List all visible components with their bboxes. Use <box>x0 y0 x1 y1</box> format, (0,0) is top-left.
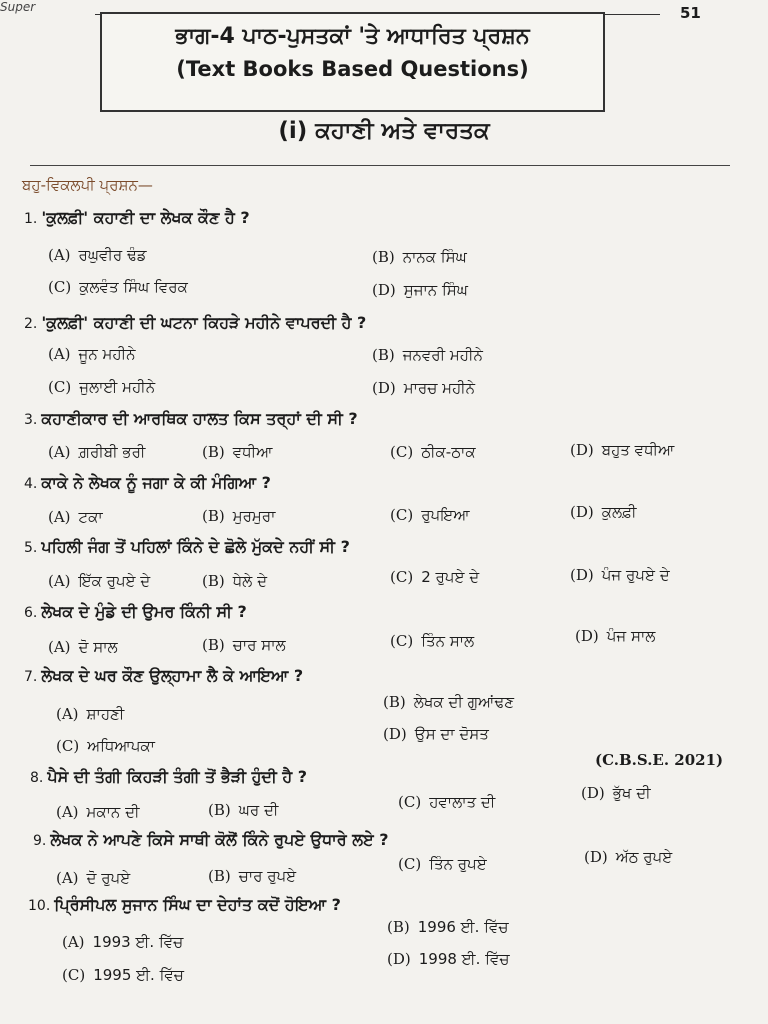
option-text: ਟਕਾ <box>78 508 103 526</box>
option-label: (D) <box>383 725 407 743</box>
option <box>56 803 140 821</box>
section-title: (i) ਕਹਾਣੀ ਅਤੇ ਵਾਰਤਕ <box>278 118 490 144</box>
option <box>372 379 475 397</box>
option-text: ਰੁਪਇਆ <box>421 506 470 524</box>
option-label: (A) <box>48 508 71 526</box>
question-text: ਪਹਿਲੀ ਜੰਗ ਤੋਂ ਪਹਿਲਾਂ ਕਿੰਨੇ ਦੇ ਛੋਲੇ ਮੁੱਕਦੇ ਨਹੀਂ ਸੀ ? <box>41 537 350 556</box>
question <box>24 537 350 557</box>
question-number: 8. <box>30 770 44 786</box>
option-text: ਅਧਿਆਪਕਾ <box>87 737 155 755</box>
option <box>575 627 655 645</box>
option-text: ਇੱਕ ਰੁਪਏ ਦੇ <box>78 572 151 590</box>
option <box>383 725 489 743</box>
option-text: ਬਹੁਤ ਵਧੀਆ <box>601 441 675 459</box>
option <box>372 248 467 266</box>
question-text: ਕਹਾਣੀਕਾਰ ਦੀ ਆਰਥਿਕ ਹਾਲਤ ਕਿਸ ਤਰ੍ਹਾਂ ਦੀ ਸੀ ? <box>41 409 358 428</box>
option-text: ਧੇਲੇ ਦੇ <box>232 572 268 590</box>
option-label: (B) <box>202 507 225 525</box>
option-text: ਅੱਠ ਰੁਪਏ <box>615 848 673 866</box>
option-text: ਮਕਾਨ ਦੀ <box>86 803 140 821</box>
question-number: 1. <box>24 211 38 227</box>
question <box>24 313 366 333</box>
question-text: ਲੇਖਕ ਨੇ ਆਪਣੇ ਕਿਸੇ ਸਾਥੀ ਕੋਲੋਂ ਕਿੰਨੇ ਰੁਪਏ ਉਧਾਰੇ ਲਏ ? <box>50 830 389 849</box>
question-number: 9. <box>33 833 47 849</box>
option <box>48 345 135 363</box>
option-text: ਲੇਖਕ ਦੀ ਗੁਆਂਢਣ <box>413 693 514 711</box>
option <box>48 278 188 296</box>
option <box>570 566 670 584</box>
option <box>387 950 509 968</box>
option <box>208 867 296 885</box>
question <box>24 473 271 493</box>
option-text: ਘਰ ਦੀ <box>238 801 279 819</box>
option-label: (C) <box>56 737 80 755</box>
question-number: 3. <box>24 412 38 428</box>
question-text: ਲੇਖਕ ਦੇ ਮੁੰਡੇ ਦੀ ਉਮਰ ਕਿੰਨੀ ਸੀ ? <box>41 602 247 621</box>
option <box>48 508 103 526</box>
option-label: (A) <box>62 933 85 951</box>
option <box>398 855 487 873</box>
option-label: (A) <box>48 638 71 656</box>
question <box>24 409 358 429</box>
option-label: (D) <box>372 281 396 299</box>
option-label: (C) <box>390 506 414 524</box>
chapter-title-english: (Text Books Based Questions) <box>176 57 529 81</box>
option-text: ਉਸ ਦਾ ਦੋਸਤ <box>414 725 489 743</box>
option <box>56 737 155 755</box>
option-label: (A) <box>48 345 71 363</box>
option <box>62 933 183 951</box>
option-text: ਜੁਲਾਈ ਮਹੀਨੇ <box>79 378 156 396</box>
mcq-heading: ਬਹੁ-ਵਿਕਲਪੀ ਪ੍ਰਸ਼ਨ— <box>22 176 153 194</box>
option-label: (C) <box>390 632 414 650</box>
option <box>56 705 124 723</box>
option <box>570 503 636 521</box>
option-label: (C) <box>62 966 86 984</box>
option <box>48 246 147 264</box>
question-text: ਕਾਕੇ ਨੇ ਲੇਖਕ ਨੂੰ ਜਗਾ ਕੇ ਕੀ ਮੰਗਿਆ ? <box>41 473 271 492</box>
section-rule <box>30 165 730 166</box>
series-header-tag: Super <box>0 0 36 14</box>
option-label: (B) <box>202 572 225 590</box>
option <box>390 443 476 461</box>
option-text: ਹਵਾਲਾਤ ਦੀ <box>429 793 496 811</box>
option-text: ਚਾਰ ਸਾਲ <box>232 636 286 654</box>
option-text: 1995 ਈ. ਵਿੱਚ <box>93 966 184 984</box>
option-label: (B) <box>208 801 231 819</box>
option-text: ਨਾਨਕ ਸਿੰਘ <box>402 248 467 266</box>
chapter-title-punjabi: ਭਾਗ-4 ਪਾਠ-ਪੁਸਤਕਾਂ 'ਤੇ ਆਧਾਰਿਤ ਪ੍ਰਸ਼ਨ <box>175 24 530 49</box>
option-text: ਠੀਕ-ਠਾਕ <box>421 443 476 461</box>
option-label: (D) <box>372 379 396 397</box>
option-text: ਦੋ ਰੁਪਏ <box>86 869 131 887</box>
option <box>202 507 275 525</box>
option <box>398 793 495 811</box>
option-text: ਮਾਰਚ ਮਹੀਨੇ <box>403 379 476 397</box>
chapter-title-box <box>100 12 605 112</box>
option-label: (D) <box>570 566 594 584</box>
option <box>202 572 267 590</box>
option <box>202 443 272 461</box>
question <box>30 767 307 787</box>
option-text: 1993 ਈ. ਵਿੱਚ <box>92 933 184 951</box>
option-text: ਭੁੱਖ ਦੀ <box>612 784 651 802</box>
option-text: ਤਿੰਨ ਸਾਲ <box>421 632 475 650</box>
option-label: (D) <box>570 441 594 459</box>
cbse-reference: (C.B.S.E. 2021) <box>595 751 724 769</box>
option <box>390 632 474 650</box>
option <box>56 869 130 887</box>
option-label: (B) <box>208 867 231 885</box>
option <box>202 636 286 654</box>
option-label: (B) <box>372 346 395 364</box>
question-text: ਪੈਸੇ ਦੀ ਤੰਗੀ ਕਿਹੜੀ ਤੰਗੀ ਤੋਂ ਭੈੜੀ ਹੁੰਦੀ ਹੈ ? <box>47 767 308 786</box>
option-text: ਚਾਰ ਰੁਪਏ <box>238 867 297 885</box>
option-label: (A) <box>56 803 79 821</box>
option-label: (B) <box>383 693 406 711</box>
option-label: (D) <box>584 848 608 866</box>
page-number: 51 <box>680 4 701 22</box>
option-text: ਸ਼ਾਹਣੀ <box>86 705 125 723</box>
question-number: 6. <box>24 605 38 621</box>
option-text: 1996 ਈ. ਵਿੱਚ <box>417 918 509 936</box>
option-label: (A) <box>56 705 79 723</box>
question <box>33 830 389 850</box>
option-label: (B) <box>202 636 225 654</box>
option-label: (A) <box>48 246 71 264</box>
question-text: ਲੇਖਕ ਦੇ ਘਰ ਕੌਣ ਉਲ੍ਹਾਮਾ ਲੈ ਕੇ ਆਇਆ ? <box>41 666 304 685</box>
option-label: (B) <box>387 918 410 936</box>
option-label: (C) <box>48 378 72 396</box>
question-number: 2. <box>24 316 38 332</box>
option <box>387 918 508 936</box>
option-text: 2 ਰੁਪਏ ਦੇ <box>421 568 480 586</box>
option <box>62 966 184 984</box>
question-number: 7. <box>24 669 38 685</box>
option <box>372 346 483 364</box>
option-label: (D) <box>575 627 599 645</box>
option-text: ਜਨਵਰੀ ਮਹੀਨੇ <box>402 346 483 364</box>
option-text: ਜੂਨ ਮਹੀਨੇ <box>78 345 136 363</box>
option-label: (C) <box>398 855 422 873</box>
option <box>208 801 278 819</box>
option-label: (A) <box>48 443 71 461</box>
option-label: (D) <box>570 503 594 521</box>
question-text: ਪ੍ਰਿੰਸੀਪਲ ਸੁਜਾਨ ਸਿੰਘ ਦਾ ਦੇਹਾਂਤ ਕਦੋਂ ਹੋਇਆ ? <box>54 895 341 914</box>
option-label: (D) <box>581 784 605 802</box>
option <box>390 506 470 524</box>
option-text: ਕੁਲਫ਼ੀ <box>601 503 637 521</box>
option-text: ਕੁਲਵੰਤ ਸਿੰਘ ਵਿਰਕ <box>79 278 188 296</box>
option <box>390 568 479 586</box>
option <box>48 638 118 656</box>
option-text: ਪੰਜ ਸਾਲ <box>606 627 656 645</box>
option <box>48 572 150 590</box>
option <box>372 281 468 299</box>
question <box>24 666 303 686</box>
option-label: (B) <box>202 443 225 461</box>
question-text: 'ਕੁਲਫ਼ੀ' ਕਹਾਣੀ ਦੀ ਘਟਨਾ ਕਿਹੜੇ ਮਹੀਨੇ ਵਾਪਰਦੀ ਹੈ ? <box>41 313 367 332</box>
option <box>48 443 145 461</box>
option-text: ਦੋ ਸਾਲ <box>78 638 118 656</box>
option-text: ਗ਼ਰੀਬੀ ਭਰੀ <box>78 443 146 461</box>
option-text: ਮੁਰਮੁਰਾ <box>232 507 276 525</box>
option-label: (C) <box>390 443 414 461</box>
option-label: (B) <box>372 248 395 266</box>
option-text: ਵਧੀਆ <box>232 443 273 461</box>
option-text: 1998 ਈ. ਵਿੱਚ <box>418 950 510 968</box>
option <box>570 441 674 459</box>
option-label: (C) <box>398 793 422 811</box>
option <box>383 693 514 711</box>
option-label: (A) <box>48 572 71 590</box>
option-label: (C) <box>390 568 414 586</box>
option-text: ਰਘੁਵੀਰ ਢੰਡ <box>78 246 147 264</box>
question <box>24 208 250 228</box>
question-number: 4. <box>24 476 38 492</box>
question-text: 'ਕੁਲਫ਼ੀ' ਕਹਾਣੀ ਦਾ ਲੇਖਕ ਕੌਣ ਹੈ ? <box>41 208 250 227</box>
option-label: (A) <box>56 869 79 887</box>
option-text: ਪੰਜ ਰੁਪਏ ਦੇ <box>601 566 670 584</box>
option <box>584 848 672 866</box>
question-number: 5. <box>24 540 38 556</box>
option-text: ਸੁਜਾਨ ਸਿੰਘ <box>403 281 468 299</box>
option-text: ਤਿੰਨ ਰੁਪਏ <box>429 855 487 873</box>
question <box>28 895 341 915</box>
option-label: (C) <box>48 278 72 296</box>
question-number: 10. <box>28 898 51 914</box>
option <box>48 378 155 396</box>
question <box>24 602 247 622</box>
option <box>581 784 651 802</box>
option-label: (D) <box>387 950 411 968</box>
